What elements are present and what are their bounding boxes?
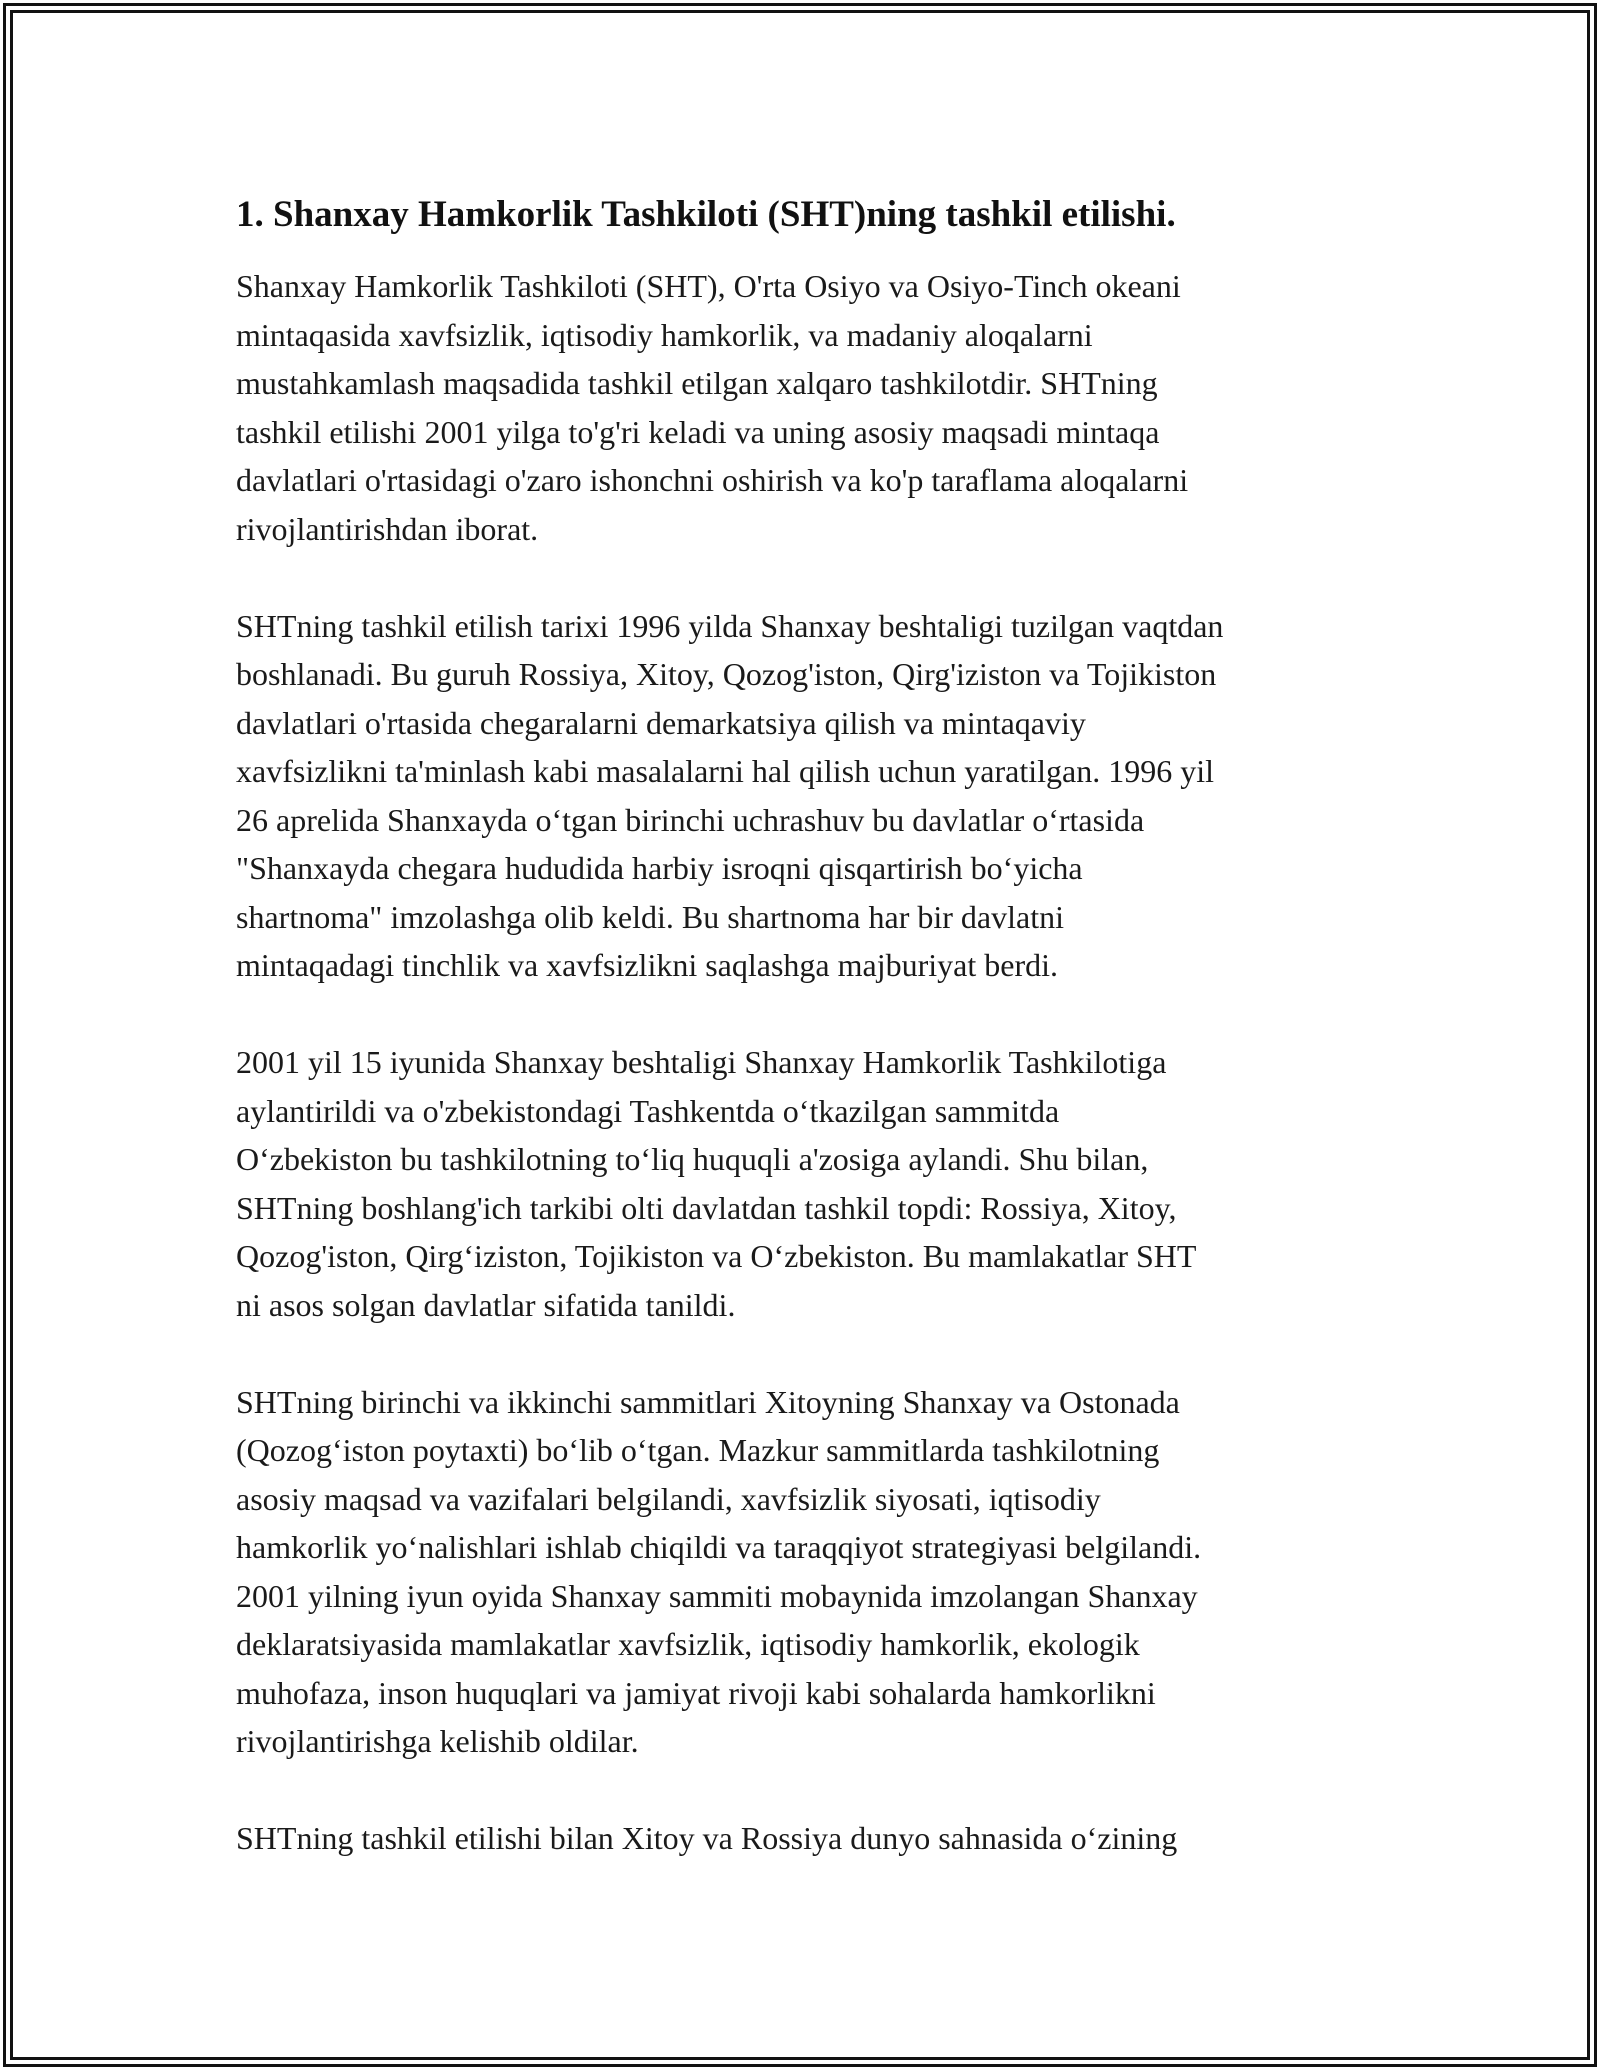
text-line: aylantirildi va o'zbekistondagi Tashkentda o‘tkazilgan sammitda [236, 1092, 1060, 1129]
text-line: hamkorlik yo‘nalishlari ishlab chiqildi va taraqqiyot strategiyasi belgilandi. [236, 1529, 1202, 1565]
text-line: (Qozog‘iston poytaxti) bo‘lib o‘tgan. Mazkur sammitlarda tashkilotning [236, 1432, 1160, 1468]
section-heading: 1. Shanxay Hamkorlik Tashkiloti (SHT)ning tashkil etilishi. [236, 194, 1176, 235]
text-line: rivojlantirishga kelishib oldilar. [236, 1723, 639, 1759]
text-line: mintaqadagi tinchlik va xavfsizlikni saqlashga majburiyat berdi. [236, 947, 1058, 983]
text-line: mustahkamlash maqsadida tashkil etilgan xalqaro tashkilotdir. SHTning [236, 365, 1158, 401]
text-line: "Shanxayda chegara hududida harbiy isroqni qisqartirish bo‘yicha [236, 850, 1083, 886]
paragraph [236, 1814, 1386, 1863]
text-line: 2001 yil 15 iyunida Shanxay beshtaligi Shanxay Hamkorlik Tashkilotiga [236, 1044, 1167, 1080]
document-body [236, 190, 1386, 1911]
text-line: deklaratsiyasida mamlakatlar xavfsizlik, iqtisodiy hamkorlik, ekologik [236, 1626, 1140, 1662]
paragraph [236, 1038, 1386, 1329]
text-line: tashkil etilishi 2001 yilga to'g'ri keladi va uning asosiy maqsadi mintaqa [236, 413, 1160, 450]
text-line: 26 aprelida Shanxayda o‘tgan birinchi uchrashuv bu davlatlar o‘rtasida [236, 801, 1145, 838]
paragraph [236, 602, 1386, 990]
text-line: xavfsizlikni ta'minlash kabi masalalarni hal qilish uchun yaratilgan. 1996 yil [236, 753, 1214, 789]
text-line: Qozog'iston, Qirg‘iziston, Tojikiston va O‘zbekiston. Bu mamlakatlar SHT [236, 1238, 1197, 1274]
text-line: davlatlari o'rtasidagi o'zaro ishonchni oshirish va ko'p taraflama aloqalarni [236, 462, 1189, 498]
text-line: SHTning tashkil etilishi bilan Xitoy va Rossiya dunyo sahnasida o‘zining [236, 1820, 1178, 1856]
paragraph [236, 262, 1386, 553]
text-line: davlatlari o'rtasida chegaralarni demarkatsiya qilish va mintaqaviy [236, 704, 1086, 741]
text-line: asosiy maqsad va vazifalari belgilandi, xavfsizlik siyosati, iqtisodiy [236, 1480, 1101, 1517]
text-line: ni asos solgan davlatlar sifatida tanildi. [236, 1286, 736, 1323]
text-line: mintaqasida xavfsizlik, iqtisodiy hamkorlik, va madaniy aloqalarni [236, 316, 1093, 353]
text-line: shartnoma" imzolashga olib keldi. Bu shartnoma har bir davlatni [236, 898, 1064, 935]
text-line: boshlanadi. Bu guruh Rossiya, Xitoy, Qozog'iston, Qirg'iziston va Tojikiston [236, 656, 1217, 692]
paragraph [236, 1378, 1386, 1766]
text-line: O‘zbekiston bu tashkilotning to‘liq huquqli a'zosiga aylandi. Shu bilan, [236, 1141, 1149, 1177]
text-line: rivojlantirishdan iborat. [236, 510, 539, 547]
text-line: SHTning boshlang'ich tarkibi olti davlatdan tashkil topdi: Rossiya, Xitoy, [236, 1189, 1177, 1226]
text-line: SHTning tashkil etilish tarixi 1996 yilda Shanxay beshtaligi tuzilgan vaqtdan [236, 607, 1224, 644]
text-line: SHTning birinchi va ikkinchi sammitlari Xitoyning Shanxay va Ostonada [236, 1383, 1180, 1420]
text-line: muhofaza, inson huquqlari va jamiyat rivoji kabi sohalarda hamkorlikni [236, 1674, 1156, 1711]
text-line: Shanxay Hamkorlik Tashkiloti (SHT), O'rta Osiyo va Osiyo-Tinch okeani [236, 268, 1181, 304]
text-line: 2001 yilning iyun oyida Shanxay sammiti mobaynida imzolangan Shanxay [236, 1577, 1198, 1614]
